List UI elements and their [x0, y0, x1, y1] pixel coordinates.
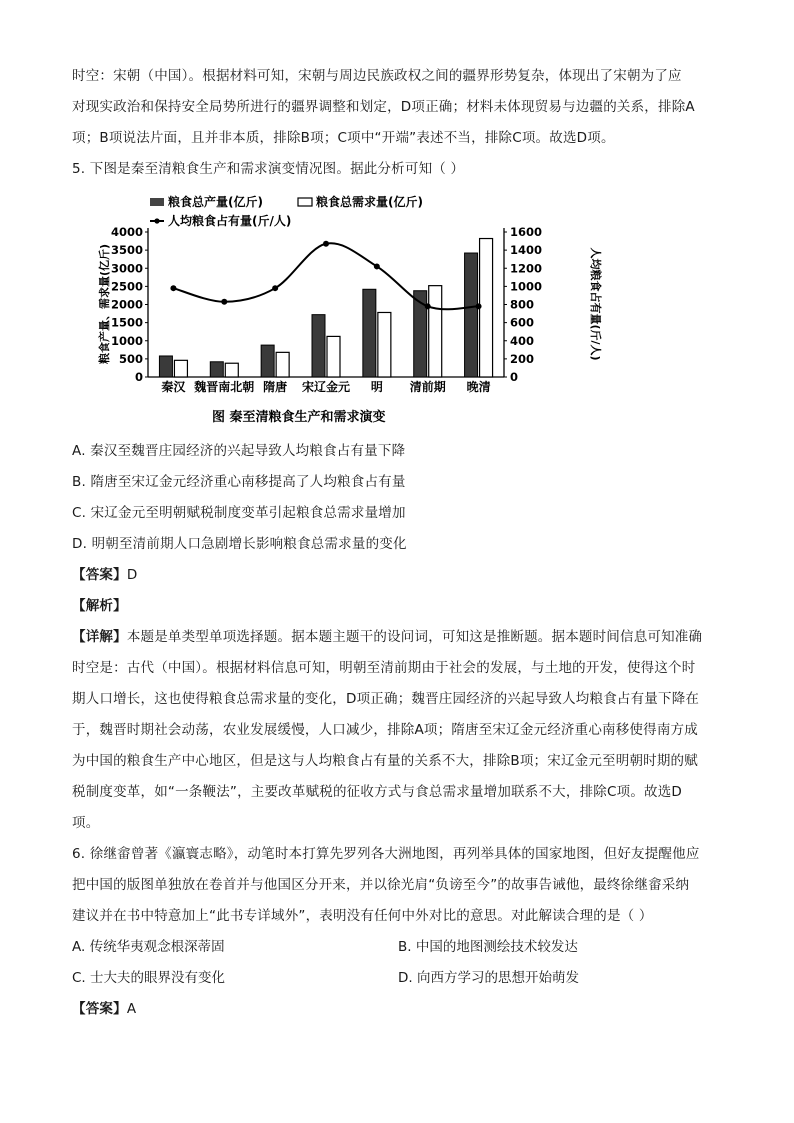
y-left-tick-label: 1500 [110, 315, 143, 330]
q5-detail-text-1: 本题是单类型单项选择题。据本题主题干的设问词，可知这是推断题。据本题时间信息可知准确 [126, 629, 703, 645]
q6-answer-value: A [126, 1001, 137, 1017]
bar-production [465, 253, 478, 377]
q5-detail-line-1 [72, 627, 732, 647]
q5-option-a: A. 秦汉至魏晋庄园经济的兴起导致人均粮食占有量下降 [72, 443, 406, 459]
y-left-tick-label: 3000 [110, 261, 143, 276]
q5-detail-label: 【详解】 [72, 629, 127, 645]
q5-option-b: B. 隋唐至宋辽金元经济重心南移提高了人均粮食占有量 [72, 474, 406, 490]
q5-detail-line-4: 于，魏晋时期社会动荡，农业发展缓慢，人口减少，排除A项；隋唐至宋辽金元经济重心南移使得南方成 [72, 722, 698, 738]
per-capita-point [374, 263, 380, 269]
bar-demand [276, 352, 289, 377]
q5-detail-line-5: 为中国的粮食生产中心地区，但是这与人均粮食占有量的关系不大，排除B项；宋辽金元至明朝时期的赋 [72, 753, 698, 769]
bar-production [159, 356, 172, 377]
y-right-tick-label: 0 [510, 370, 519, 384]
intro-line-3: 项；B项说法片面，且并非本质，排除B项；C项中“开端”表述不当，排除C项。故选D项。 [72, 130, 615, 146]
x-tick-label: 魏晋南北朝 [194, 380, 255, 394]
bar-production [261, 345, 274, 377]
y-left-tick-label: 2000 [110, 297, 143, 312]
x-tick-label: 明 [370, 380, 383, 394]
legend-production-label: 粮食总产量(亿斤) [168, 195, 263, 209]
bar-production [363, 289, 376, 377]
y-right-tick-label: 800 [510, 297, 535, 312]
q5-detail-line-2: 时空是：古代（中国）。根据材料信息可知，明朝至清前期由于社会的发展，与土地的开发，使得这个时 [72, 660, 696, 676]
y-right-tick-label: 1000 [510, 279, 543, 294]
bar-demand [429, 286, 442, 377]
y-left-tick-label: 3500 [110, 243, 143, 258]
per-capita-point [272, 285, 278, 291]
question-5-stem: 5. 下图是秦至清粮食生产和需求演变情况图。据此分析可知（ ） [72, 161, 465, 177]
x-tick-label: 宋辽金元 [301, 380, 351, 394]
q5-option-d: D. 明朝至清前期人口急剧增长影响粮食总需求量的变化 [72, 536, 407, 552]
per-capita-point [323, 241, 329, 247]
x-tick-label: 清前期 [409, 380, 446, 394]
bar-production [312, 315, 325, 377]
y-right-tick-label: 1600 [510, 225, 543, 239]
q5-answer-label: 【答案】 [72, 567, 127, 583]
x-tick-label: 隋唐 [263, 380, 288, 394]
legend-demand-label: 粮食总需求量(亿斤) [316, 195, 423, 209]
q6-answer-label: 【答案】 [72, 1001, 127, 1017]
q6-option-b: B. 中国的地图测绘技术较发达 [398, 939, 578, 955]
question-6-line-1: 6. 徐继畲曾著《瀛寰志略》，动笔时本打算先罗列各大洲地图，再列举具体的国家地图，但好友提醒他应 [72, 846, 700, 862]
q5-detail-line-3: 期人口增长，这也使得粮食总需求量的变化，D项正确；魏晋庄园经济的兴起导致人均粮食占有量下降在 [72, 691, 700, 707]
per-capita-point [170, 285, 176, 291]
y-left-tick-label: 500 [118, 351, 143, 366]
y-axis-right-title: 人均粮食占有量(斤/人) [589, 247, 602, 361]
per-capita-point [476, 303, 482, 309]
q6-option-c: C. 士大夫的眼界没有变化 [72, 970, 226, 986]
grain-chart-svg [100, 192, 600, 428]
intro-line-1: 时空：宋朝（中国）。根据材料可知，宋朝与周边民族政权之间的疆界形势复杂，体现出了宋朝为了应 [72, 68, 682, 84]
q6-option-d: D. 向西方学习的思想开始萌发 [398, 970, 579, 986]
q5-detail-line-6: 税制度变革，如“一条鞭法”，主要改革赋税的征收方式与食总需求量增加联系不大，排除C项。故选D [72, 784, 683, 800]
y-right-tick-label: 600 [510, 315, 535, 330]
y-right-tick-label: 200 [510, 351, 535, 366]
question-6-line-3: 建议并在书中特意加上“此书专详域外”，表明没有任何中外对比的意思。对此解读合理的是（ ） [72, 908, 653, 924]
q5-option-c: C. 宋辽金元至明朝赋税制度变革引起粮食总需求量增加 [72, 505, 406, 521]
y-axis-left-title: 粮食产量、需求量(亿斤) [98, 243, 111, 365]
y-right-tick-label: 1200 [510, 261, 543, 276]
legend-demand-swatch [298, 198, 312, 206]
x-tick-label: 晚清 [466, 380, 491, 394]
bar-demand [327, 336, 340, 377]
q5-answer-value: D [126, 567, 138, 583]
per-capita-point [221, 299, 227, 305]
q5-analysis-label: 【解析】 [72, 598, 127, 614]
y-left-tick-label: 4000 [110, 225, 143, 239]
bar-production [210, 362, 223, 377]
legend-per-capita-label: 人均粮食占有量(斤/人) [168, 214, 292, 228]
y-right-tick-label: 1400 [510, 243, 543, 258]
legend-production-swatch [150, 198, 164, 206]
legend-per-capita-marker [154, 218, 159, 223]
q5-answer [72, 565, 732, 585]
q5-detail-line-7: 项。 [72, 815, 100, 831]
bar-demand [225, 363, 238, 377]
intro-line-2: 对现实政治和保持安全局势所进行的疆界调整和划定，D项正确；材料未体现贸易与边疆的关系，排除A [72, 99, 695, 115]
per-capita-point [425, 303, 431, 309]
y-left-tick-label: 0 [134, 370, 143, 384]
question-6-line-2: 把中国的版图单独放在卷首并与他国区分开来，并以徐光肩“负谤至今”的故事告诫他，最终徐继畲采纳 [72, 877, 690, 893]
bar-demand [378, 312, 391, 377]
bar-demand [174, 360, 187, 377]
chart-title: 图 秦至清粮食生产和需求演变 [212, 410, 386, 425]
y-left-tick-label: 1000 [110, 333, 143, 348]
bar-production [414, 291, 427, 377]
chart-marks [111, 225, 542, 394]
bar-demand [480, 239, 493, 377]
y-right-tick-label: 400 [510, 333, 535, 348]
q6-option-a: A. 传统华夷观念根深蒂固 [72, 939, 225, 955]
y-left-tick-label: 2500 [110, 279, 143, 294]
x-tick-label: 秦汉 [161, 380, 186, 394]
q6-answer [72, 999, 732, 1019]
grain-chart [100, 192, 600, 428]
